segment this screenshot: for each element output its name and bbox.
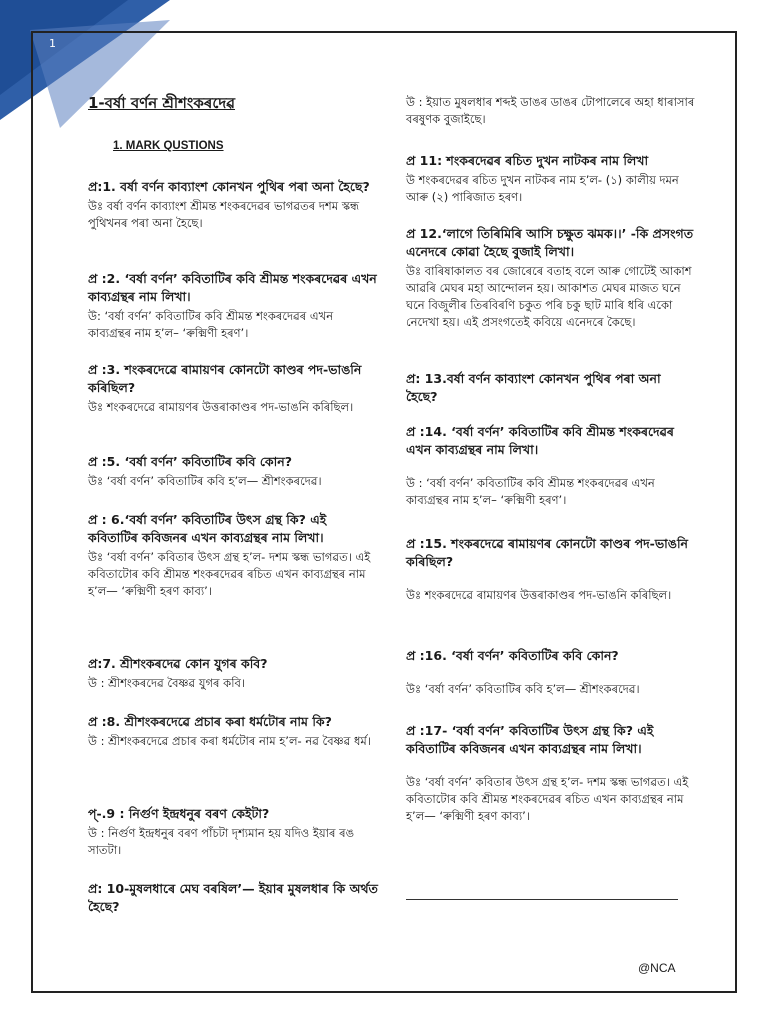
qa-block [406,370,696,406]
answer-text: উঃ ‘বৰ্ষা বৰ্ণন’ কবিতাৰ উৎস গ্ৰন্থ হ’ল- দশম স্কন্ধ ভাগৱত। এই কবিতাটোৰ কবি শ্ৰীমন্ত শংকৰদেৱৰ ৰচিত এখন কাব্যগ্ৰন্থৰ নাম হ’ল— ‘ৰুক্মিণী হৰণ কাব্য’। [88,550,371,598]
qa-block [88,880,378,916]
answer-text: উ : ‘বৰ্ষা বৰ্ণন’ কবিতাটিৰ কবি শ্ৰীমন্ত শংকৰদেৱৰ এখন কাব্যগ্ৰন্থৰ নাম হ’ল– ‘ৰুক্মিণী হৰণ’। [406,476,655,507]
qa-block [406,423,696,509]
page-title: 1-বৰ্ষা বৰ্ণন শ্ৰীশংকৰদেৱ [88,94,236,112]
qa-block [88,713,378,750]
answer-text: উ : নিৰ্গুণ ইন্দ্ৰধনুৰ বৰণ পাঁচটা দৃশ্যমান হয় যদিও ইয়াৰ ৰঙ সাতটা। [88,826,355,857]
qa-block [88,453,378,490]
qa-block [88,511,378,600]
answer-text: উ শংকৰদেৱৰ ৰচিত দুখন নাটকৰ নাম হ’ল- (১) কালীয় দমন আৰু (২) পাৰিজাত হৰণ। [406,173,679,204]
question-text: প্ৰ :14. ‘বৰ্ষা বৰ্ণন’ কবিতাটিৰ কবি শ্ৰীমন্ত শংকৰদেৱৰ এখন কাব্যগ্ৰন্থৰ নাম লিখা। [406,424,674,457]
footer-signature: @NCA [638,961,676,975]
question-text: প্ৰ:1. বৰ্ষা বৰ্ণন কাব্যাংশ কোনখন পুথিৰ পৰা অনা হৈছে? [88,179,370,194]
question-text: প্ৰ :3. শংকৰদেৱে ৰামায়ণৰ কোনটো কাণ্ডৰ পদ-ভাঙনি কৰিছিল? [88,362,362,395]
answer-text: উ: ‘বৰ্ষা বৰ্ণন’ কবিতাটিৰ কবি শ্ৰীমন্ত শংকৰদেৱৰ এখন কাব্যগ্ৰন্থৰ নাম হ’ল– ‘ৰুক্মিণী হৰণ’। [88,309,334,340]
divider-line [406,899,678,900]
question-text: প্ৰ :17- ‘বৰ্ষা বৰ্ণন’ কবিতাটিৰ উৎস গ্ৰন্থ কি? এই কবিতাটিৰ কবিজনৰ এখন কাব্যগ্ৰন্থৰ নাম লিখা। [406,723,654,756]
qa-block [406,92,696,128]
question-text: প্ৰ: 13.বৰ্ষা বৰ্ণন কাব্যাংশ কোনখন পুথিৰ পৰা অনা হৈছে? [406,371,661,404]
answer-text: উঃ ‘বৰ্ষা বৰ্ণন’ কবিতাটিৰ কবি হ’ল— শ্ৰীশংকৰদেৱ। [406,682,640,696]
section-heading: 1. MARK QUSTIONS [113,140,224,152]
question-text: প্ৰ : 6.‘বৰ্ষা বৰ্ণন’ কবিতাটিৰ উৎস গ্ৰন্থ কি? এই কবিতাটিৰ কবিজনৰ এখন কাব্যগ্ৰন্থৰ নাম লিখা। [88,512,327,545]
answer-text: উঃ শংকৰদেৱে ৰামায়ণৰ উত্তৰাকাণ্ডৰ পদ-ভাঙনি কৰিছিল। [406,588,672,602]
answer-text: উঃ শংকৰদেৱে ৰামায়ণৰ উত্তৰাকাণ্ডৰ পদ-ভাঙনি কৰিছিল। [88,400,354,414]
question-text: প্-.9 : নিৰ্গুণ ইন্দ্ৰধনুৰ বৰণ কেইটা? [88,806,270,821]
answer-text: উঃ বাৰিষাকালত বৰ জোৰেৰে বতাহ বলে আৰু গোটেই আকাশ আৱৰি মেঘৰ মহা আন্দোলন হয়। আকাশত মেঘৰ মাজত ঘনে ঘনে বিজুলীৰ তিৰবিৰণি চকুত পৰি চকু ছাট মাৰি ধৰি একো নেদেখা হয়। এই প্ৰসংগতেই কবিয়ে এনেদৰে কৈছে। [406,264,692,329]
qa-block [406,152,696,206]
page-number: 1 [49,37,56,50]
answer-text: উ : শ্ৰীশংকৰদেৱে প্ৰচাৰ কৰা ধৰ্মটোৰ নাম হ’ল- নৱ বৈষ্ণৱ ধৰ্ম। [88,734,371,748]
question-text: প্ৰ 12.‘লাগে তিৰিমিৰি আসি চক্ষুত ঝমক।।’ -কি প্ৰসংগত এনেদৰে কোৱা হৈছে বুজাই লিখা। [406,226,694,259]
qa-block [406,535,696,604]
answer-text: উঃ ‘বৰ্ষা বৰ্ণন’ কবিতাটিৰ কবি হ’ল— শ্ৰীশংকৰদেৱ। [88,474,322,488]
question-text: প্ৰ :8. শ্ৰীশংকৰদেৱে প্ৰচাৰ কৰা ধৰ্মটোৰ নাম কি? [88,714,332,729]
question-text: প্ৰ :2. ‘বৰ্ষা বৰ্ণন’ কবিতাটিৰ কবি শ্ৰীমন্ত শংকৰদেৱৰ এখন কাব্যগ্ৰন্থৰ নাম লিখা। [88,271,377,304]
qa-block [406,647,696,698]
qa-block [406,722,696,825]
answer-text: উঃ ‘বৰ্ষা বৰ্ণন’ কবিতাৰ উৎস গ্ৰন্থ হ’ল- দশম স্কন্ধ ভাগৱত। এই কবিতাটোৰ কবি শ্ৰীমন্ত শংকৰদেৱৰ ৰচিত এখন কাব্যগ্ৰন্থৰ নাম হ’ল— ‘ৰুক্মিণী হৰণ কাব্য’। [406,775,689,823]
qa-block [88,361,378,416]
answer-text: উ : শ্ৰীশংকৰদেৱ বৈষ্ণৱ যুগৰ কবি। [88,676,245,690]
question-text: প্ৰ 11: শংকৰদেৱৰ ৰচিত দুখন নাটকৰ নাম লিখা [406,153,649,168]
answer-text: উ : ইয়াত মুষলধাৰ শব্দই ডাঙৰ ডাঙৰ টোপালেৰে অহা ধাৰাসাৰ বৰষুণক বুজাইছে। [406,95,695,126]
question-text: প্ৰ: 10-মুষলধাৰে মেঘ বৰষিল’— ইয়াৰ মুষলধাৰ কি অৰ্থত হৈছে? [88,881,378,914]
question-text: প্ৰ :16. ‘বৰ্ষা বৰ্ণন’ কবিতাটিৰ কবি কোন? [406,648,619,663]
question-text: প্ৰ :15. শংকৰদেৱে ৰামায়ণৰ কোনটো কাণ্ডৰ পদ-ভাঙনি কৰিছিল? [406,536,689,569]
qa-block [88,805,378,859]
qa-block [88,270,378,342]
qa-block [88,655,378,692]
qa-block [406,225,696,331]
answer-text: উঃ বৰ্ষা বৰ্ণন কাব্যাংশ শ্ৰীমন্ত শংকৰদেৱৰ ভাগৱতৰ দশম স্কন্ধ পুথিখনৰ পৰা অনা হৈছে। [88,199,360,230]
question-text: প্ৰ :5. ‘বৰ্ষা বৰ্ণন’ কবিতাটিৰ কবি কোন? [88,454,292,469]
question-text: প্ৰ:7. শ্ৰীশংকৰদেৱ কোন যুগৰ কবি? [88,656,268,671]
qa-block [88,178,378,232]
